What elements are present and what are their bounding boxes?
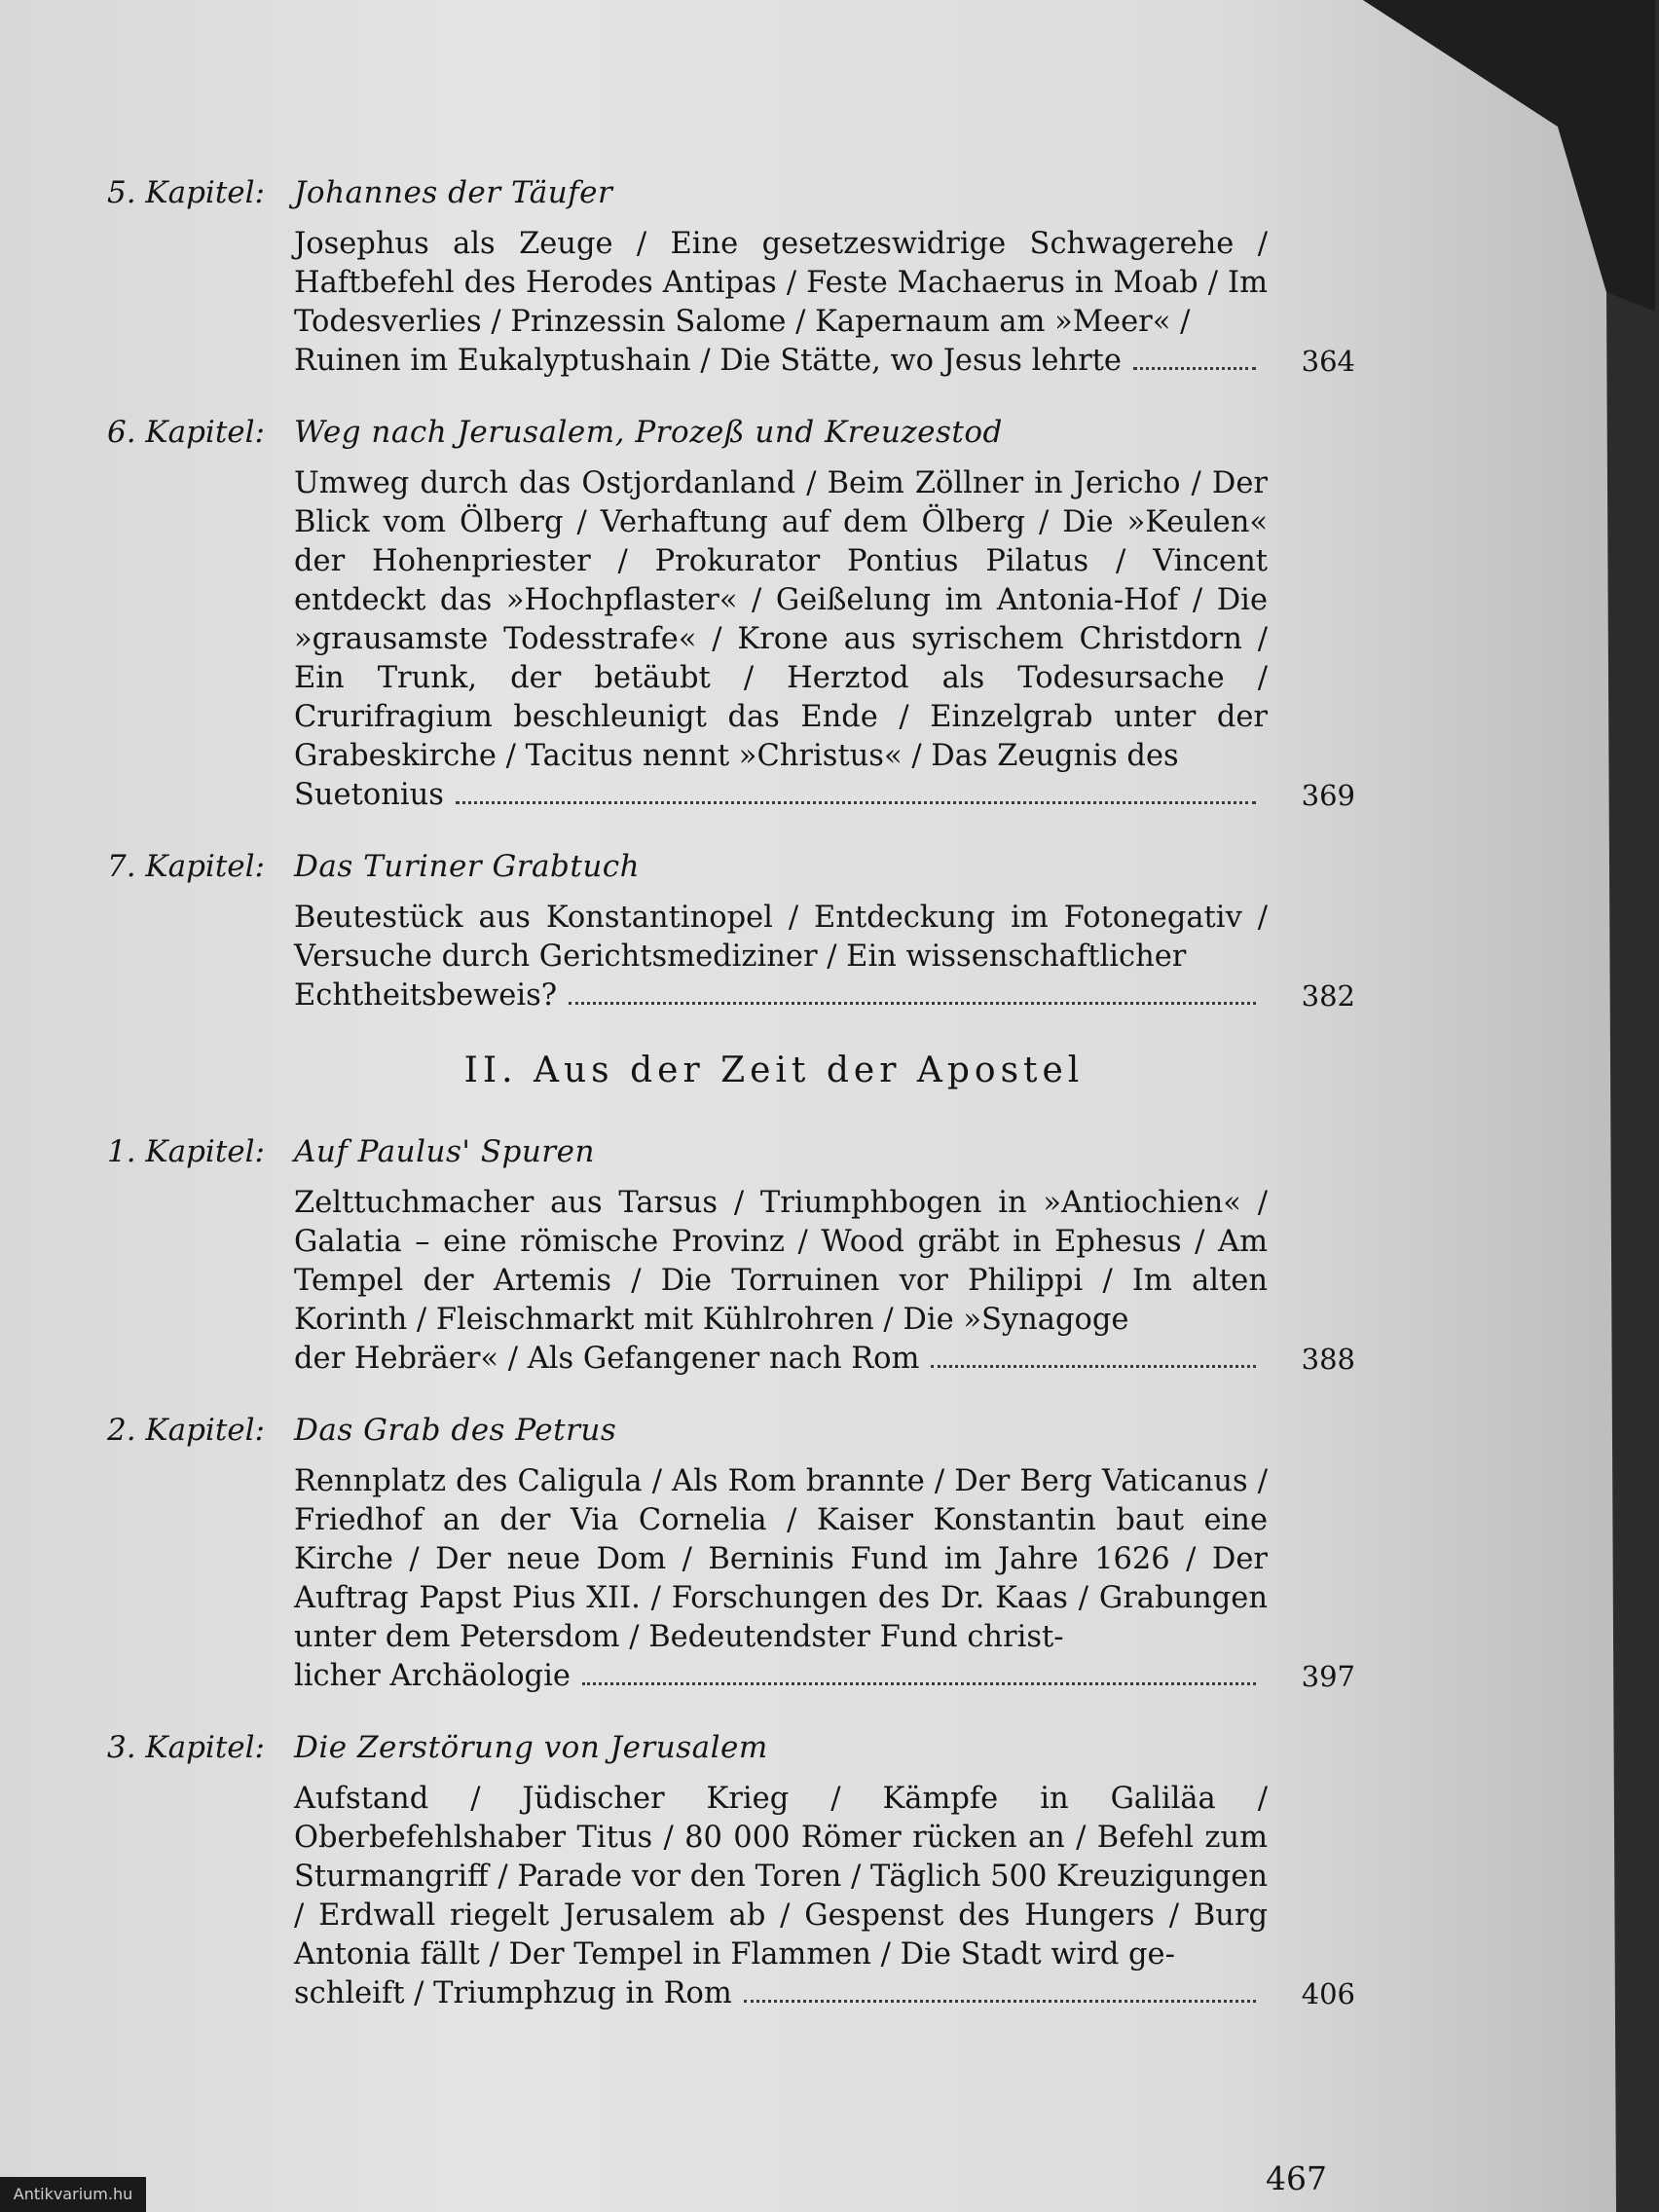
chapter-heading [107, 1725, 1344, 1770]
watermark: Antikvarium.hu [0, 2177, 146, 2212]
chapter-page-reference: 397 [1301, 1660, 1355, 1693]
chapter-page-reference: 406 [1301, 1977, 1355, 2010]
chapter-list-part2 [107, 1129, 1355, 2013]
chapter-page-reference: 369 [1301, 779, 1355, 812]
chapter-summary [294, 1462, 1355, 1696]
chapter-page-reference: 382 [1301, 979, 1355, 1013]
page-number: 467 [1266, 2159, 1327, 2197]
chapter-page-reference: 388 [1301, 1343, 1355, 1376]
chapter-title: Das Grab des Petrus [294, 1413, 617, 1448]
chapter-summary-last-line [294, 1340, 1268, 1379]
section-title: II. Aus der Zeit der Apostel [463, 1051, 1085, 1090]
dot-leader [931, 1365, 1256, 1368]
chapter-entry [107, 1129, 1355, 1379]
chapter-summary-last-text: licher Archäologie [294, 1659, 571, 1693]
chapter-page-reference: 364 [1301, 345, 1355, 378]
chapter-summary-text: Josephus als Zeuge / Eine gesetzeswidrige Schwagerehe / Haftbefehl des Herodes Antipas / Feste Machaerus in Moab / Im Todesverlies / Prinzessin Salome / Kapernaum am »Meer« / [294, 227, 1268, 339]
chapter-title: Auf Paulus' Spuren [294, 1134, 595, 1169]
chapter-entry [107, 170, 1355, 381]
chapter-summary-last-line [294, 1657, 1268, 1696]
chapter-heading [107, 170, 1344, 215]
chapter-summary [294, 1780, 1355, 2013]
dot-leader [582, 1682, 1256, 1685]
chapter-title: Johannes der Täufer [294, 175, 613, 210]
chapter-summary-last-line [294, 342, 1268, 381]
chapter-title: Weg nach Jerusalem, Prozeß und Kreuzestod [294, 415, 1003, 450]
chapter-entry [107, 1408, 1355, 1696]
chapter-list-part1 [107, 170, 1355, 1015]
chapter-summary-last-text: Echtheitsbeweis? [294, 978, 558, 1013]
chapter-number: 2. Kapitel: [107, 1413, 265, 1448]
chapter-title: Die Zerstörung von Jerusalem [294, 1730, 768, 1765]
chapter-summary-last-line [294, 977, 1268, 1015]
chapter-title: Das Turiner Grabtuch [294, 849, 641, 884]
dot-leader [456, 801, 1256, 804]
dot-leader [1133, 367, 1256, 370]
chapter-summary-last-text: schleift / Triumphzug in Rom [294, 1976, 732, 2010]
chapter-entry [107, 844, 1355, 1015]
chapter-number: 6. Kapitel: [107, 415, 265, 450]
chapter-summary [294, 464, 1355, 815]
chapter-number: 7. Kapitel: [107, 849, 265, 884]
chapter-summary-last-text: der Hebräer« / Als Gefangener nach Rom [294, 1342, 920, 1376]
chapter-summary-text: Zelttuchmacher aus Tarsus / Triumphbogen in »Antiochien« / Galatia – eine römische Provinz / Wood gräbt in Ephesus / Am Tempel der Artemis / Die Torruinen vor Philippi / Im alten Korinth / Fleischmarkt mit Kühlrohren / Die »Synagoge [294, 1186, 1268, 1337]
chapter-summary-text: Rennplatz des Caligula / Als Rom brannte / Der Berg Vaticanus / Friedhof an der Via Cornelia / Kaiser Konstantin baut eine Kirche / Der neue Dom / Berninis Fund im Jahre 1626 / Der Auftrag Papst Pius XII. / Forschungen des Dr. Kaas / Grabungen unter dem Petersdom / Bedeutendster Fund christ- [294, 1464, 1268, 1654]
chapter-entry [107, 410, 1355, 815]
chapter-summary-last-line [294, 1974, 1268, 2013]
chapter-number: 5. Kapitel: [107, 175, 265, 210]
chapter-summary [294, 225, 1355, 381]
chapter-heading [107, 844, 1344, 889]
chapter-summary-text: Aufstand / Jüdischer Krieg / Kämpfe in Galiläa / Oberbefehlshaber Titus / 80 000 Römer rücken an / Befehl zum Sturmangriff / Parade vor den Toren / Täglich 500 Kreuzigungen / Erdwall riegelt Jerusalem ab / Gespenst des Hungers / Burg Antonia fällt / Der Tempel in Flammen / Die Stadt wird ge- [294, 1782, 1268, 1972]
chapter-number: 1. Kapitel: [107, 1134, 265, 1169]
dot-leader [569, 1002, 1256, 1005]
chapter-summary-last-text: Suetonius [294, 778, 444, 812]
chapter-heading [107, 1129, 1344, 1174]
chapter-summary [294, 1184, 1355, 1379]
dot-leader [744, 2000, 1256, 2003]
chapter-entry [107, 1725, 1355, 2013]
chapter-summary-last-text: Ruinen im Eukalyptushain / Die Stätte, wo Jesus lehrte [294, 344, 1122, 378]
chapter-heading [107, 410, 1344, 455]
chapter-summary [294, 899, 1355, 1015]
chapter-summary-last-line [294, 776, 1268, 815]
chapter-number: 3. Kapitel: [107, 1730, 265, 1765]
chapter-heading [107, 1408, 1344, 1453]
table-of-contents [107, 170, 1355, 2043]
chapter-summary-text: Beutestück aus Konstantinopel / Entdeckung im Fotonegativ / Versuche durch Gerichtsmediziner / Ein wissenschaftlicher [294, 901, 1268, 974]
chapter-summary-text: Umweg durch das Ostjordanland / Beim Zöllner in Jericho / Der Blick vom Ölberg / Verhaftung auf dem Ölberg / Die »Keulen« der Hohenpriester / Prokurator Pontius Pilatus / Vincent entdeckt das »Hochpflaster« / Geißelung im Antonia-Hof / Die »grausamste Todesstrafe« / Krone aus syrischem Christdorn / Ein Trunk, der betäubt / Herztod als Todesursache / Crurifragium beschleunigt das Ende / Einzelgrab unter der Grabeskirche / Tacitus nennt »Christus« / Das Zeugnis des [294, 466, 1268, 773]
